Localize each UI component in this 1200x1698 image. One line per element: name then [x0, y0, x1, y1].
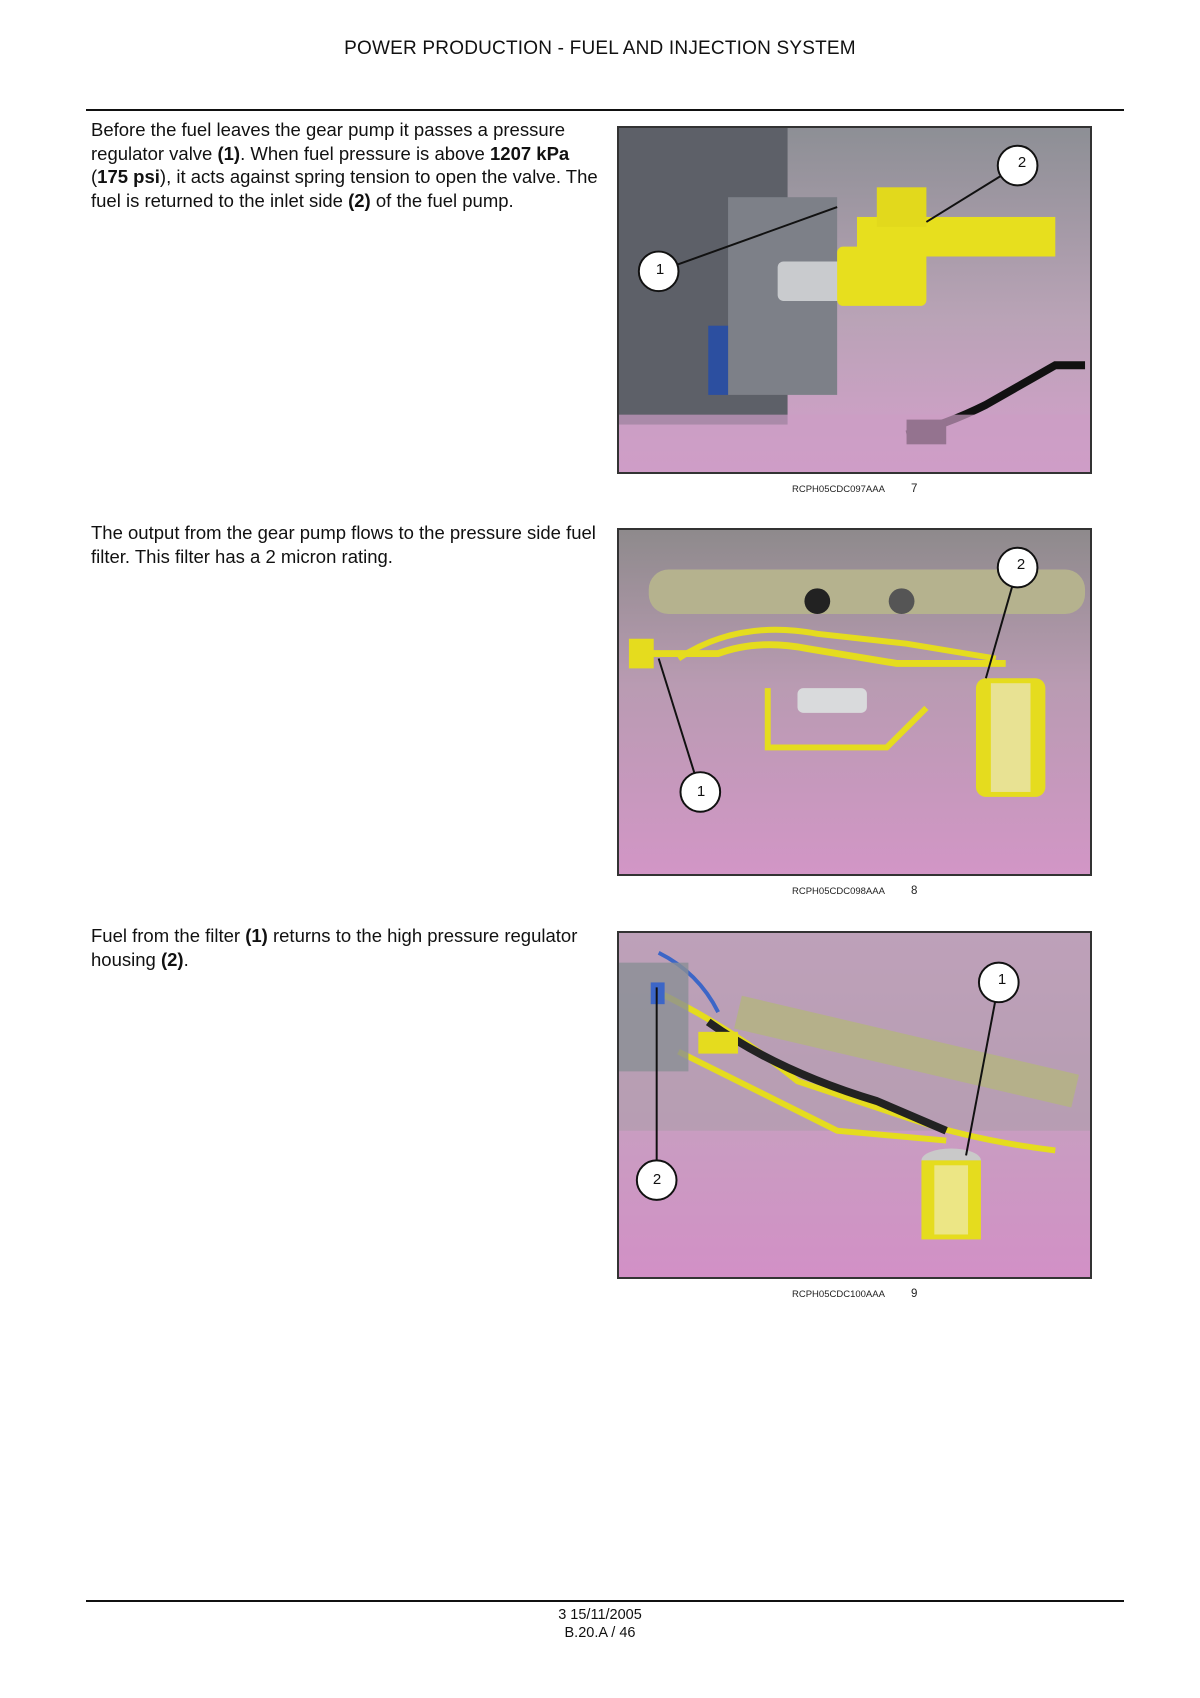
page-footer: [0, 1606, 1200, 1642]
filter-illustration: [619, 530, 1090, 874]
figure-number: 9: [911, 1288, 918, 1300]
footer-rule: [86, 1600, 1124, 1602]
footer-date: 3 15/11/2005: [558, 1607, 642, 1623]
figure-caption: RCPH05CDC098AAA: [792, 886, 885, 897]
callout-ref: (1): [217, 142, 241, 164]
text-run: The output from the gear pump flows to the pressure side fuel filter. This filter has a 2 micron rating.: [91, 522, 596, 567]
regulator-housing-illustration: [619, 933, 1090, 1277]
callout-ref: (2): [348, 189, 371, 211]
text-run: of the fuel pump.: [370, 189, 514, 211]
pressure-value-kpa: 1207 kPa: [490, 142, 570, 164]
paragraph-pressure-filter: [91, 521, 601, 568]
text-run: Before the fuel leaves the gear pump it passes a pressure regulator valve: [91, 119, 566, 164]
figure-regulator-housing: [617, 931, 1092, 1279]
callout-1: 1: [696, 783, 706, 800]
callout-2: 2: [652, 1171, 662, 1188]
text-run: .: [183, 948, 189, 970]
footer-page-ref: B.20.A / 46: [564, 1625, 636, 1641]
text-run: (: [91, 166, 98, 187]
page-header: POWER PRODUCTION - FUEL AND INJECTION SYSTEM: [344, 38, 856, 59]
paragraph-return-to-regulator: [91, 924, 601, 971]
figure-caption: RCPH05CDC097AAA: [792, 484, 885, 495]
figure-pressure-filter: [617, 528, 1092, 876]
header-rule: [86, 109, 1124, 111]
callout-ref: (1): [245, 925, 268, 946]
figure-number: 8: [911, 885, 918, 897]
figure-caption: RCPH05CDC100AAA: [792, 1289, 885, 1300]
text-run: . When fuel pressure is above: [240, 142, 490, 164]
pressure-value-psi: 175 psi: [97, 166, 160, 187]
text-run: returns to the high pressure regulator housing: [91, 925, 578, 970]
text-run: Fuel from the filter: [91, 925, 246, 946]
gear-pump-illustration: [619, 128, 1090, 472]
figure-number: 7: [911, 483, 918, 495]
paragraph-pressure-regulator: [91, 118, 601, 212]
text-run: ), it acts against spring tension to open the valve. The fuel is returned to the inlet side: [91, 166, 598, 211]
callout-1: 1: [655, 261, 665, 278]
callout-2: 2: [1016, 556, 1026, 573]
callout-1: 1: [997, 971, 1007, 988]
figure-gear-pump-regulator: [617, 126, 1092, 474]
callout-2: 2: [1017, 154, 1027, 171]
callout-ref: (2): [160, 948, 184, 970]
